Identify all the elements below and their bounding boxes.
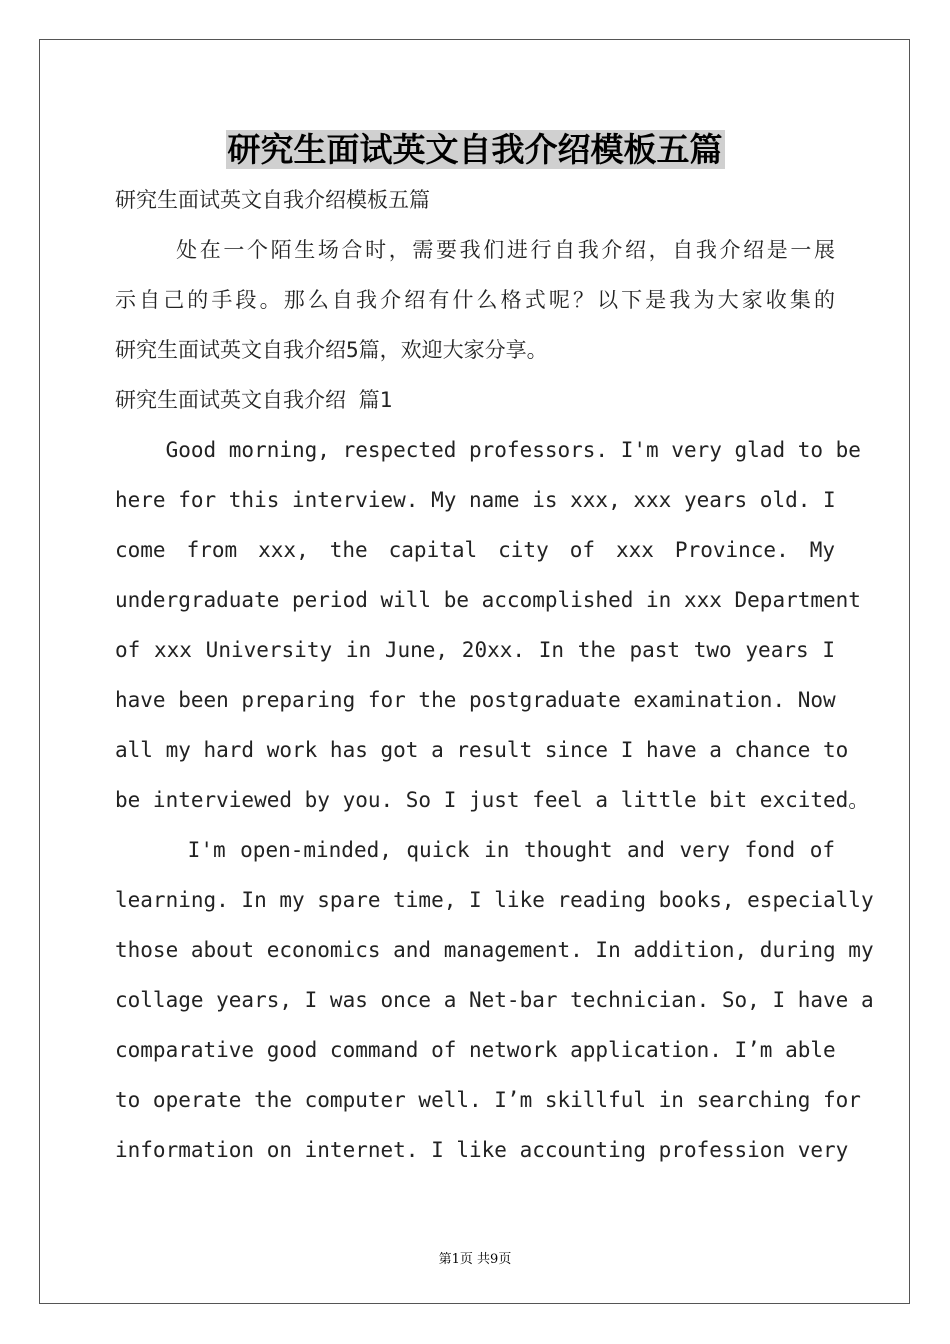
paragraph-line: learning. In my spare time, I like reading books, especially xyxy=(115,888,874,912)
paragraph-line: of xxx University in June, 20xx. In the past two years I xyxy=(115,638,835,662)
paragraph-line: Good morning, respected professors. I'm very glad to be xyxy=(115,438,861,462)
paragraph-line: those about economics and management. In addition, during my xyxy=(115,938,874,962)
document-title: 研究生面试英文自我介绍模板五篇 xyxy=(227,130,723,169)
page-number: 第1页 共9页 xyxy=(438,1252,512,1267)
paragraph-line: come from xxx, the capital city of xxx Province. My xyxy=(115,538,835,562)
paragraph-line: here for this interview. My name is xxx, xxx years old. I xyxy=(115,488,836,512)
paragraph-line: be interviewed by you. So I just feel a little bit excited。 xyxy=(115,788,870,812)
paragraph-line: to operate the computer well. I’m skillful in searching for xyxy=(115,1088,861,1112)
paragraph-line: I'm open-minded, quick in thought and very fond of xyxy=(115,838,835,862)
section-heading: 研究生面试英文自我介绍 篇1 xyxy=(115,388,393,412)
paragraph-line: have been preparing for the postgraduate examination. Now xyxy=(115,688,836,712)
paragraph-line: 示自己的手段。那么自我介绍有什么格式呢？以下是我为大家收集的 xyxy=(115,288,835,312)
page-border xyxy=(39,39,910,1304)
subtitle-line: 研究生面试英文自我介绍模板五篇 xyxy=(115,188,430,212)
paragraph-line: information on internet. I like accounting profession very xyxy=(115,1138,849,1162)
paragraph-line: collage years, I was once a Net-bar technician. So, I have a xyxy=(115,988,874,1012)
paragraph-line: 处在一个陌生场合时，需要我们进行自我介绍，自我介绍是一展 xyxy=(115,238,835,262)
paragraph-line: comparative good command of network application. I’m able xyxy=(115,1038,836,1062)
paragraph-line: undergraduate period will be accomplished in xxx Department xyxy=(115,588,861,612)
paragraph-line: all my hard work has got a result since I have a chance to xyxy=(115,738,849,762)
paragraph-line: 研究生面试英文自我介绍5篇，欢迎大家分享。 xyxy=(115,338,548,362)
